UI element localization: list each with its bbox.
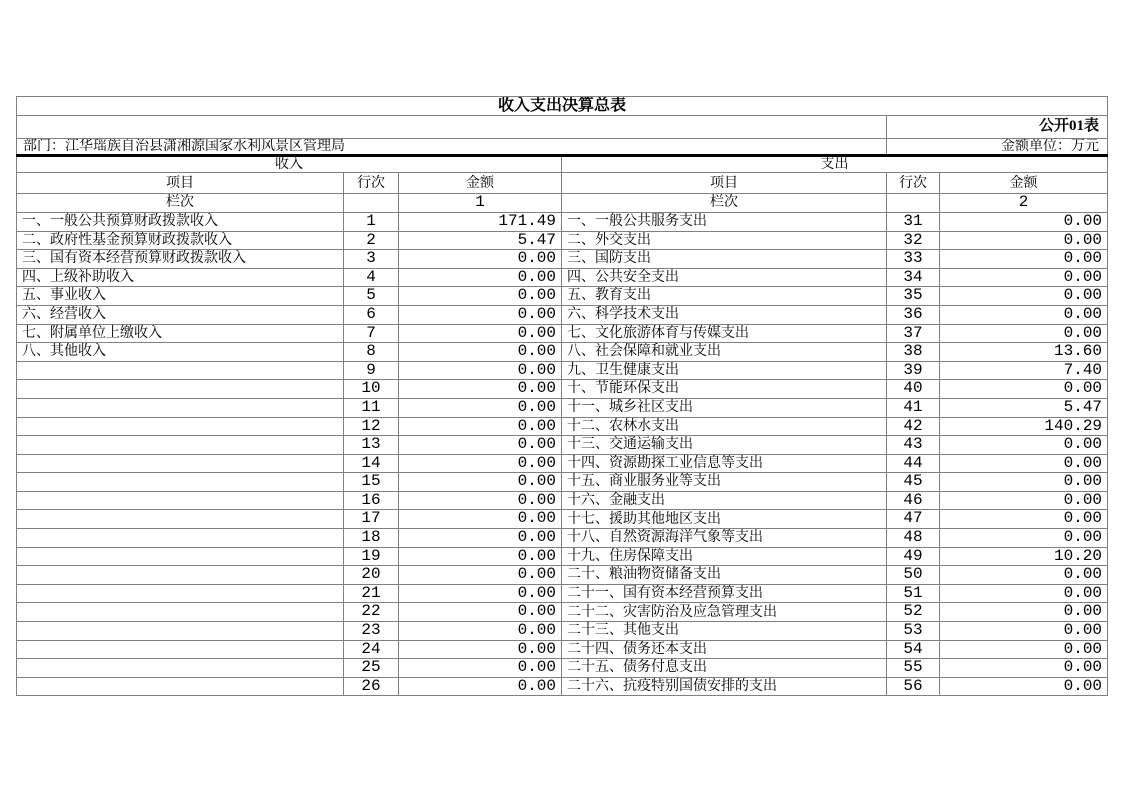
expenditure-item-label: 六、科学技术支出 [562,305,887,324]
income-line-number: 15 [344,473,399,492]
table-row [17,603,1108,622]
expenditure-item-label: 七、文化旅游体育与传媒支出 [562,324,887,343]
expenditure-line-number: 46 [887,491,940,510]
table-row [17,622,1108,641]
expenditure-line-number: 40 [887,380,940,399]
expenditure-line-number: 34 [887,268,940,287]
table-row [17,380,1108,399]
table-row [17,361,1108,380]
expenditure-item-label: 四、公共安全支出 [562,268,887,287]
income-amount: 0.00 [399,603,562,622]
table-row [17,584,1108,603]
income-line-number: 2 [344,231,399,250]
table-row [17,640,1108,659]
income-amount: 0.00 [399,287,562,306]
income-amount: 0.00 [399,436,562,455]
expenditure-lanci-spacer [887,194,940,213]
income-item-label [17,473,344,492]
income-line-number: 1 [344,212,399,231]
table-row [17,436,1108,455]
income-amount: 0.00 [399,659,562,678]
table-row [17,212,1108,231]
expenditure-lanci-label: 栏次 [562,194,887,213]
expenditure-line-number: 45 [887,473,940,492]
column-header-row [17,173,1108,194]
income-amount: 0.00 [399,677,562,696]
expenditure-amount: 0.00 [940,305,1108,324]
expenditure-item-label: 九、卫生健康支出 [562,361,887,380]
income-item-label [17,417,344,436]
income-amount: 0.00 [399,343,562,362]
table-row [17,268,1108,287]
income-item-label [17,454,344,473]
income-amount: 0.00 [399,417,562,436]
expenditure-line-number: 49 [887,547,940,566]
income-line-number: 14 [344,454,399,473]
table-row [17,510,1108,529]
expenditure-amount: 5.47 [940,398,1108,417]
expenditure-item-label: 二十、粮油物资储备支出 [562,566,887,585]
expenditure-amount: 0.00 [940,436,1108,455]
table-row [17,417,1108,436]
expenditure-line-number: 39 [887,361,940,380]
income-item-label [17,361,344,380]
expenditure-line-number: 33 [887,250,940,269]
expenditure-item-label: 十六、金融支出 [562,491,887,510]
expenditure-amount: 13.60 [940,343,1108,362]
expenditure-section-title: 支出 [562,155,1108,172]
income-item-label: 六、经营收入 [17,305,344,324]
income-amount: 0.00 [399,361,562,380]
income-item-label [17,436,344,455]
income-line-number: 13 [344,436,399,455]
expenditure-amount-header: 金额 [940,173,1108,194]
income-line-number: 5 [344,287,399,306]
income-line-number: 4 [344,268,399,287]
income-line-number: 21 [344,584,399,603]
expenditure-item-label: 十八、自然资源海洋气象等支出 [562,529,887,548]
expenditure-amount: 0.00 [940,566,1108,585]
expenditure-amount: 0.00 [940,473,1108,492]
income-line-number: 8 [344,343,399,362]
income-item-label: 一、一般公共预算财政拨款收入 [17,212,344,231]
table-row [17,250,1108,269]
expenditure-line-number: 37 [887,324,940,343]
table-row [17,454,1108,473]
expenditure-item-label: 二十二、灾害防治及应急管理支出 [562,603,887,622]
income-item-label: 七、附属单位上缴收入 [17,324,344,343]
income-line-number: 7 [344,324,399,343]
expenditure-line-number: 55 [887,659,940,678]
expenditure-item-label: 二十一、国有资本经营预算支出 [562,584,887,603]
income-amount: 0.00 [399,640,562,659]
expenditure-line-number: 51 [887,584,940,603]
form-code-spacer-cell [17,115,887,138]
income-line-number: 11 [344,398,399,417]
expenditure-item-label: 二十六、抗疫特别国债安排的支出 [562,677,887,696]
expenditure-line-number: 43 [887,436,940,455]
expenditure-item-label: 二十三、其他支出 [562,622,887,641]
expenditure-line-number: 47 [887,510,940,529]
expenditure-column-index: 2 [940,194,1108,213]
expenditure-line-number: 52 [887,603,940,622]
expenditure-item-header: 项目 [562,173,887,194]
income-item-label [17,584,344,603]
expenditure-line-number: 48 [887,529,940,548]
expenditure-line-number: 36 [887,305,940,324]
form-code: 公开01表 [887,115,1108,138]
income-amount: 0.00 [399,622,562,641]
expenditure-amount: 10.20 [940,547,1108,566]
table-row [17,305,1108,324]
expenditure-amount: 0.00 [940,231,1108,250]
income-amount: 0.00 [399,380,562,399]
income-line-number: 25 [344,659,399,678]
expenditure-item-label: 十三、交通运输支出 [562,436,887,455]
income-line-no-header: 行次 [344,173,399,194]
income-item-label [17,566,344,585]
income-amount: 0.00 [399,566,562,585]
table-row [17,677,1108,696]
expenditure-amount: 7.40 [940,361,1108,380]
expenditure-line-number: 44 [887,454,940,473]
table-row [17,343,1108,362]
table-row [17,491,1108,510]
income-amount-header: 金额 [399,173,562,194]
column-index-row [17,194,1108,213]
income-item-label [17,622,344,641]
expenditure-line-no-header: 行次 [887,173,940,194]
expenditure-item-label: 二十五、债务付息支出 [562,659,887,678]
income-column-index: 1 [399,194,562,213]
expenditure-amount: 0.00 [940,640,1108,659]
income-amount: 0.00 [399,250,562,269]
income-amount: 0.00 [399,584,562,603]
income-item-label [17,640,344,659]
income-item-label [17,547,344,566]
expenditure-amount: 0.00 [940,212,1108,231]
expenditure-item-label: 三、国防支出 [562,250,887,269]
income-amount: 0.00 [399,324,562,343]
income-item-label [17,529,344,548]
table-row [17,529,1108,548]
income-amount: 0.00 [399,398,562,417]
table-row [17,473,1108,492]
expenditure-item-label: 二十四、债务还本支出 [562,640,887,659]
expenditure-item-label: 五、教育支出 [562,287,887,306]
expenditure-item-label: 十、节能环保支出 [562,380,887,399]
income-amount: 0.00 [399,510,562,529]
income-amount: 0.00 [399,529,562,548]
income-amount: 0.00 [399,305,562,324]
table-row [17,324,1108,343]
income-line-number: 6 [344,305,399,324]
expenditure-line-number: 31 [887,212,940,231]
table-row [17,287,1108,306]
income-item-label [17,510,344,529]
income-line-number: 12 [344,417,399,436]
expenditure-line-number: 42 [887,417,940,436]
expenditure-line-number: 53 [887,622,940,641]
expenditure-item-label: 十四、资源勘探工业信息等支出 [562,454,887,473]
table-row [17,398,1108,417]
table-row [17,659,1108,678]
expenditure-item-label: 十二、农林水支出 [562,417,887,436]
expenditure-line-number: 35 [887,287,940,306]
income-section-title: 收入 [17,155,562,172]
income-item-label: 二、政府性基金预算财政拨款收入 [17,231,344,250]
income-line-number: 26 [344,677,399,696]
table-row [17,547,1108,566]
income-amount: 0.00 [399,454,562,473]
expenditure-line-number: 50 [887,566,940,585]
expenditure-line-number: 41 [887,398,940,417]
income-line-number: 16 [344,491,399,510]
table-title-row [17,97,1108,116]
final-accounts-summary-table [16,96,1108,696]
page-title: 收入支出决算总表 [17,97,1108,116]
income-line-number: 22 [344,603,399,622]
income-line-number: 18 [344,529,399,548]
income-line-number: 24 [344,640,399,659]
income-line-number: 3 [344,250,399,269]
expenditure-amount: 0.00 [940,380,1108,399]
expenditure-amount: 0.00 [940,454,1108,473]
expenditure-line-number: 54 [887,640,940,659]
expenditure-amount: 0.00 [940,510,1108,529]
income-line-number: 17 [344,510,399,529]
expenditure-line-number: 38 [887,343,940,362]
expenditure-amount: 0.00 [940,250,1108,269]
income-line-number: 19 [344,547,399,566]
expenditure-amount: 0.00 [940,324,1108,343]
income-lanci-spacer [344,194,399,213]
income-amount: 0.00 [399,268,562,287]
expenditure-amount: 0.00 [940,584,1108,603]
meta-row [17,138,1108,155]
income-lanci-label: 栏次 [17,194,344,213]
income-line-number: 9 [344,361,399,380]
income-amount: 5.47 [399,231,562,250]
income-item-label [17,659,344,678]
expenditure-amount: 140.29 [940,417,1108,436]
expenditure-item-label: 一、一般公共服务支出 [562,212,887,231]
expenditure-item-label: 十七、援助其他地区支出 [562,510,887,529]
expenditure-line-number: 56 [887,677,940,696]
income-item-label [17,491,344,510]
expenditure-item-label: 十一、城乡社区支出 [562,398,887,417]
expenditure-item-label: 十五、商业服务业等支出 [562,473,887,492]
expenditure-amount: 0.00 [940,622,1108,641]
income-item-label: 三、国有资本经营预算财政拨款收入 [17,250,344,269]
expenditure-amount: 0.00 [940,677,1108,696]
income-line-number: 10 [344,380,399,399]
expenditure-amount: 0.00 [940,287,1108,306]
income-amount: 0.00 [399,473,562,492]
table-row [17,231,1108,250]
department-line: 部门：江华瑶族自治县潇湘源国家水利风景区管理局 [17,138,887,155]
expenditure-amount: 0.00 [940,491,1108,510]
income-item-label: 八、其他收入 [17,343,344,362]
income-amount: 0.00 [399,547,562,566]
expenditure-amount: 0.00 [940,268,1108,287]
income-item-header: 项目 [17,173,344,194]
expenditure-amount: 0.00 [940,659,1108,678]
expenditure-amount: 0.00 [940,603,1108,622]
table-row [17,566,1108,585]
income-item-label: 五、事业收入 [17,287,344,306]
expenditure-line-number: 32 [887,231,940,250]
income-item-label [17,677,344,696]
income-item-label [17,380,344,399]
income-line-number: 20 [344,566,399,585]
section-header-row [17,155,1108,172]
expenditure-item-label: 十九、住房保障支出 [562,547,887,566]
income-item-label [17,603,344,622]
income-line-number: 23 [344,622,399,641]
income-item-label: 四、上级补助收入 [17,268,344,287]
expenditure-item-label: 二、外交支出 [562,231,887,250]
income-item-label [17,398,344,417]
unit-line: 金额单位：万元 [887,138,1108,155]
expenditure-amount: 0.00 [940,529,1108,548]
income-amount: 0.00 [399,491,562,510]
expenditure-item-label: 八、社会保障和就业支出 [562,343,887,362]
form-code-row [17,115,1108,138]
income-amount: 171.49 [399,212,562,231]
